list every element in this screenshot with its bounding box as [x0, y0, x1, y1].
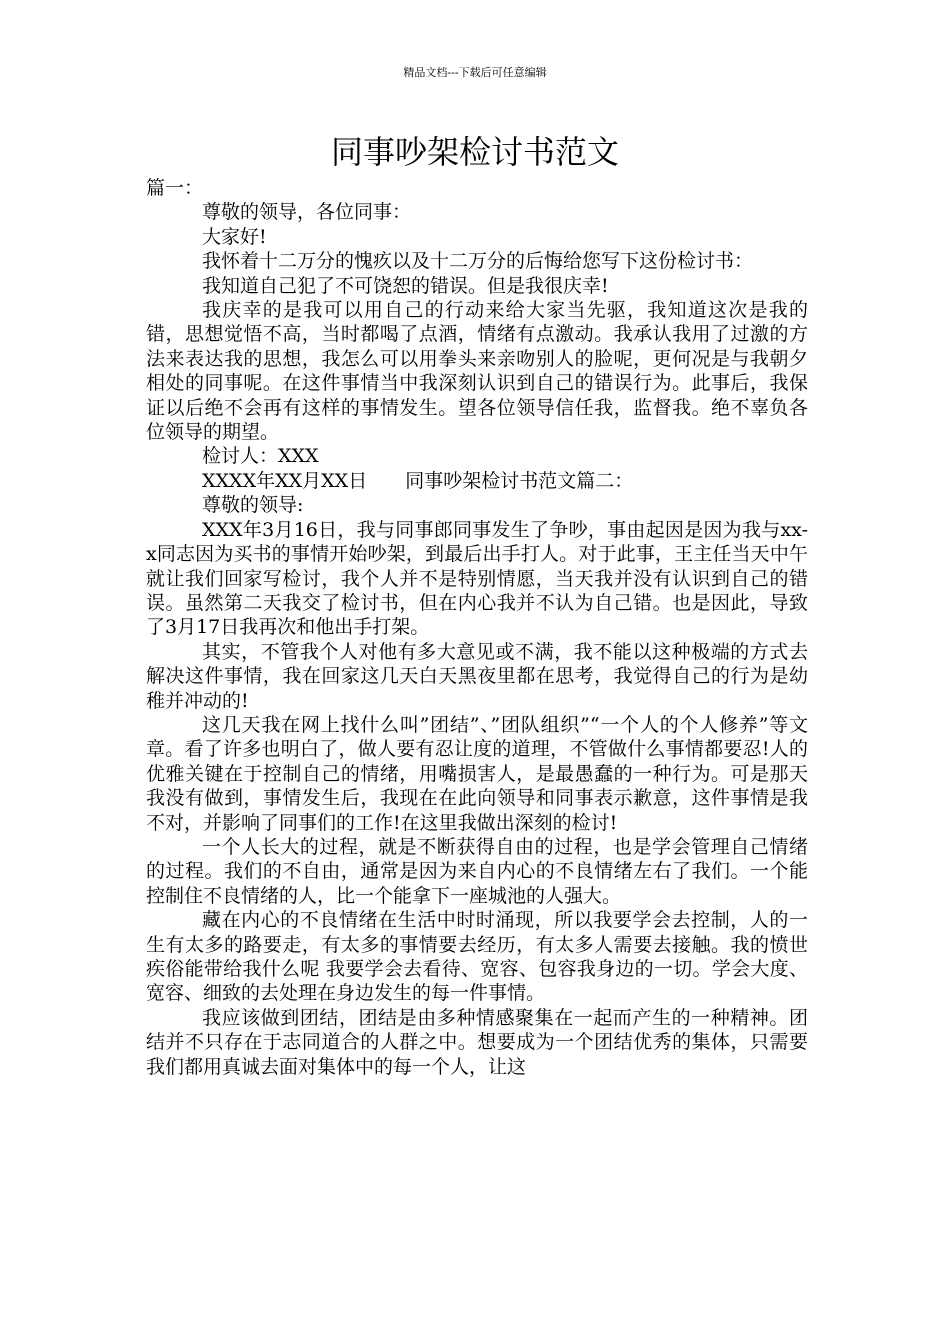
paragraph-signature: 检讨人：XXX	[202, 445, 319, 468]
paragraph: 我应该做到团结，团结是由多种情感聚集在一起而产生的一种精神。团结并不只存在于志同道合的人群之中。想要成为一个团结优秀的集体，只需要我们都用真诚去面对集体中的每一个人，让这	[146, 1006, 808, 1078]
paragraph: 藏在内心的不良情绪在生活中时时涌现，所以我要学会去控制，人的一生有太多的路要走，有太多的事情要去经历，有太多人需要去接触。我的愤世疾俗能带给我什么呢 我要学会去看待、宽容、包容我身边的一切。学会大度、宽容、细致的去处理在身边发生的每一件事情。	[146, 909, 808, 1005]
paragraph: 一个人长大的过程，就是不断获得自由的过程，也是学会管理自己情绪的过程。我们的不自由，通常是因为来自内心的不良情绪左右了我们。一个能控制住不良情绪的人，比一个能拿下一座城池的人强大。	[146, 835, 808, 907]
paragraph-date: XXXX年XX月XX日 同事吵架检讨书范文篇二：	[202, 469, 634, 492]
paragraph-salutation-2: 尊敬的领导:	[202, 494, 304, 517]
paragraph: XXX年3月16日，我与同事郎同事发生了争吵，事由起因是因为我与xx-x同志因为买书的事情开始吵架，到最后出手打人。对于此事，王主任当天中午就让我们回家写检讨，我个人并不是特别情愿，当天我并没有认识到自己的错误。虽然第二天我交了检讨书，但在内心我并不认为自己错。也是因此，导致了3月17日我再次和他出手打架。	[146, 518, 808, 639]
header-note: 精品文档---下载后可任意编辑	[403, 66, 547, 79]
section-label: 篇一：	[146, 177, 204, 199]
paragraph: 这几天我在网上找什么叫”团结”、”团队组织”“一个人的个人修养”等文章。看了许多也明白了，做人要有忍让度的道理，不管做什么事情都要忍!人的优雅关键在于控制自己的情绪，用嘴损害人，是最愚蠢的一种行为。可是那天我没有做到，事情发生后，我现在在此向领导和同事表示歉意，这件事情是我不对，并影响了同事们的工作!在这里我做出深刻的检讨!	[146, 713, 808, 834]
paragraph-greeting: 大家好!	[202, 225, 267, 248]
paragraph: 我怀着十二万分的愧疚以及十二万分的后悔给您写下这份检讨书：	[202, 250, 754, 273]
paragraph: 其实，不管我个人对他有多大意见或不满，我不能以这种极端的方式去解决这件事情，我在回家这几天白天黑夜里都在思考，我觉得自己的行为是幼稚并冲动的!	[146, 640, 808, 712]
document-title: 同事吵架检讨书范文	[330, 133, 619, 171]
document-body	[146, 176, 808, 1079]
paragraph-salutation: 尊敬的领导，各位同事：	[202, 201, 412, 224]
paragraph: 我知道自己犯了不可饶恕的错误。但是我很庆幸!	[202, 274, 609, 297]
paragraph: 我庆幸的是我可以用自己的行动来给大家当先驱，我知道这次是我的错，思想觉悟不高，当时都喝了点酒，情绪有点激动。我承认我用了过激的方法来表达我的思想，我怎么可以用拳头来亲吻别人的脸呢，更何况是与我朝夕相处的同事呢。在这件事情当中我深刻认识到自己的错误行为。此事后，我保证以后绝不会再有这样的事情发生。望各位领导信任我，监督我。绝不辜负各位领导的期望。	[146, 299, 808, 444]
